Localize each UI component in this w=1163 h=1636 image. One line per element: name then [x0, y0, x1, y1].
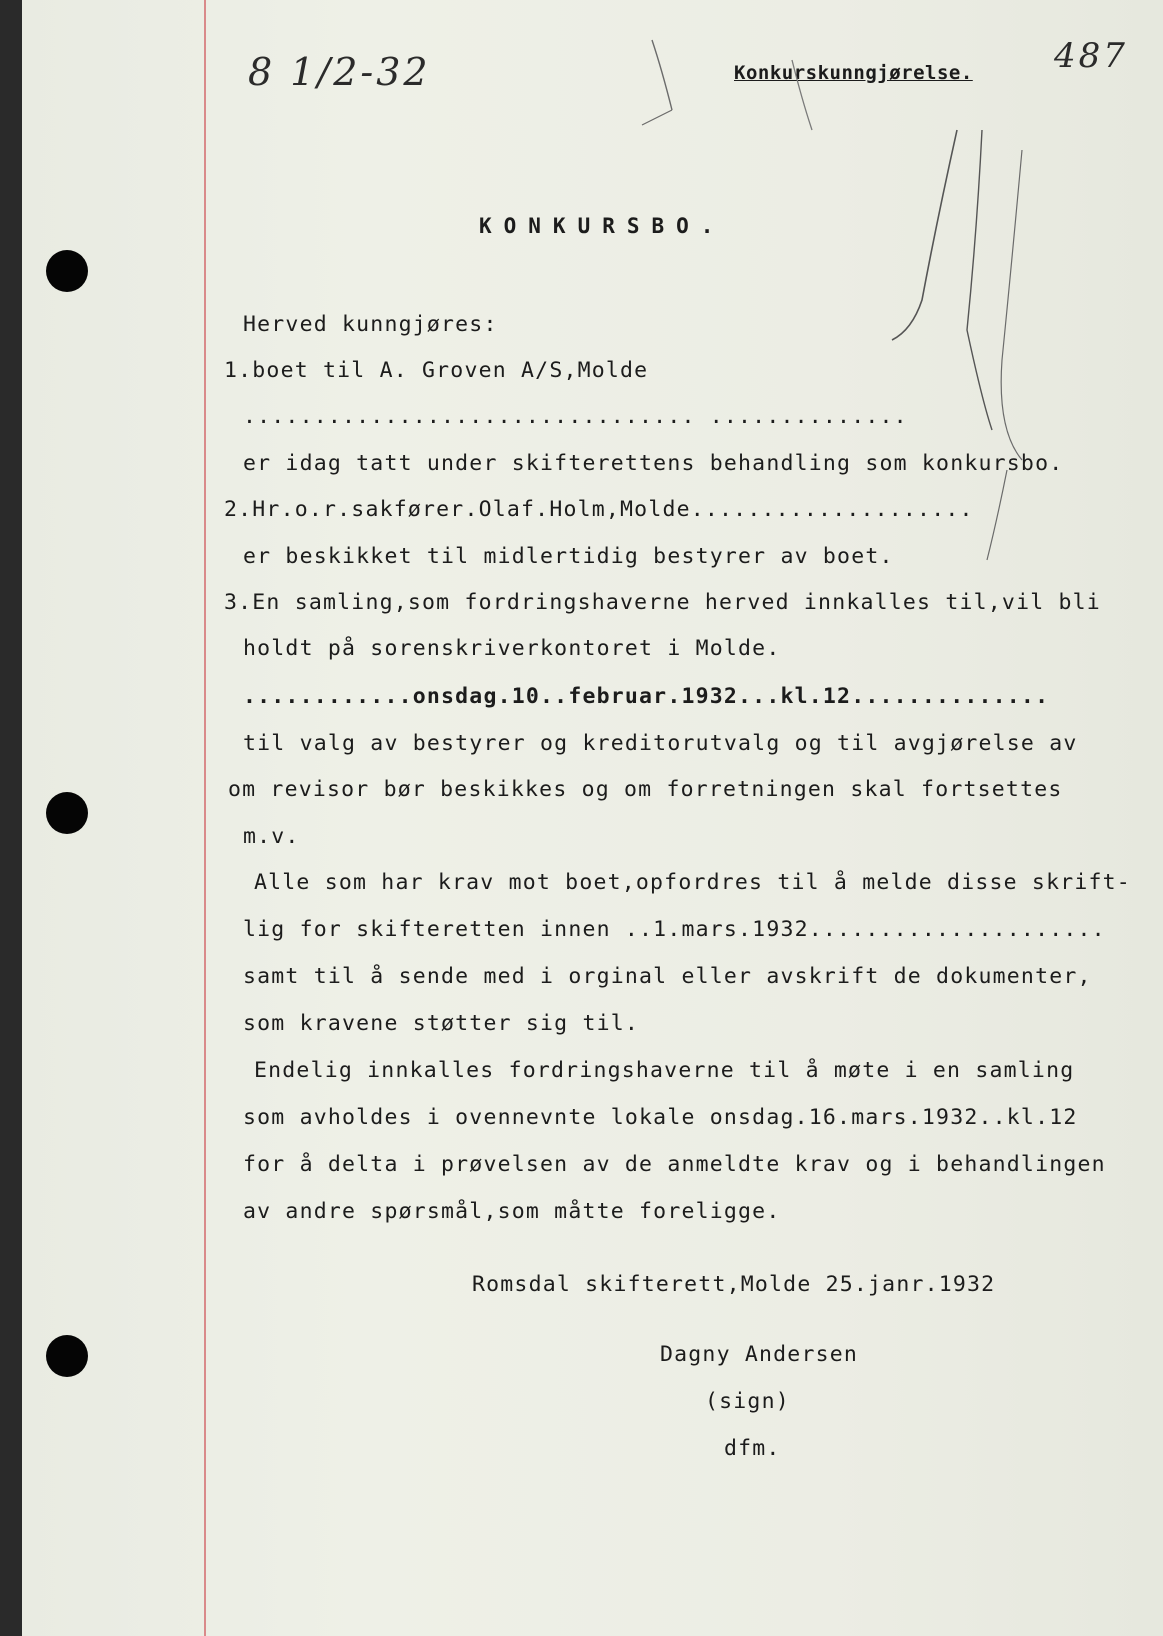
body-line: holdt på sorenskriverkontoret i Molde. — [243, 636, 781, 661]
handwritten-date: 8 1/2-32 — [248, 50, 431, 94]
punch-hole — [46, 792, 88, 834]
place-date: Romsdal skifterett,Molde 25.janr.1932 — [472, 1272, 996, 1297]
punch-hole — [46, 250, 88, 292]
handwritten-page-number: 487 — [1054, 36, 1128, 76]
signature-sign: (sign) — [705, 1389, 790, 1414]
body-line: Alle som har krav mot boet,opfordres til å melde disse skrift- — [254, 870, 1131, 895]
document-header: Konkurskunngjørelse. — [734, 62, 973, 84]
document-page — [22, 0, 1163, 1636]
body-line: samt til å sende med i orginal eller avskrift de dokumenter, — [243, 964, 1092, 989]
body-line: er idag tatt under skifterettens behandling som konkursbo. — [243, 451, 1064, 476]
body-line: som avholdes i ovennevnte lokale onsdag.16.mars.1932..kl.12 — [243, 1105, 1078, 1130]
body-line: av andre spørsmål,som måtte foreligge. — [243, 1199, 781, 1224]
body-line: ............onsdag.10..februar.1932...kl.12.............. — [243, 684, 1050, 709]
body-line: for å delta i prøvelsen av de anmeldte krav og i behandlingen — [243, 1152, 1106, 1177]
body-line: 2.Hr.o.r.sakfører.Olaf.Holm,Molde.................... — [224, 497, 974, 522]
margin-line — [204, 0, 206, 1636]
body-line: lig for skifteretten innen ..1.mars.1932..................... — [243, 917, 1106, 942]
pencil-marks — [22, 0, 1163, 1636]
body-line: er beskikket til midlertidig bestyrer av boet. — [243, 544, 894, 569]
body-line: Herved kunngjøres: — [243, 312, 498, 337]
body-line: m.v. — [243, 824, 300, 849]
body-line: om revisor bør beskikkes og om forretningen skal fortsettes — [228, 777, 1063, 802]
signature-name: Dagny Andersen — [660, 1342, 859, 1367]
body-line: 1.boet til A. Groven A/S,Molde — [224, 358, 649, 383]
body-line: ................................ .............. — [243, 404, 908, 429]
document-title: KONKURSBO. — [479, 214, 726, 238]
body-line: til valg av bestyrer og kreditorutvalg og til avgjørelse av — [243, 731, 1078, 756]
body-line: 3.En samling,som fordringshaverne herved innkalles til,vil bli — [224, 590, 1101, 615]
punch-hole — [46, 1335, 88, 1377]
body-line: Endelig innkalles fordringshaverne til å møte i en samling — [254, 1058, 1075, 1083]
body-line: som kravene støtter sig til. — [243, 1011, 640, 1036]
signature-title: dfm. — [724, 1436, 781, 1461]
